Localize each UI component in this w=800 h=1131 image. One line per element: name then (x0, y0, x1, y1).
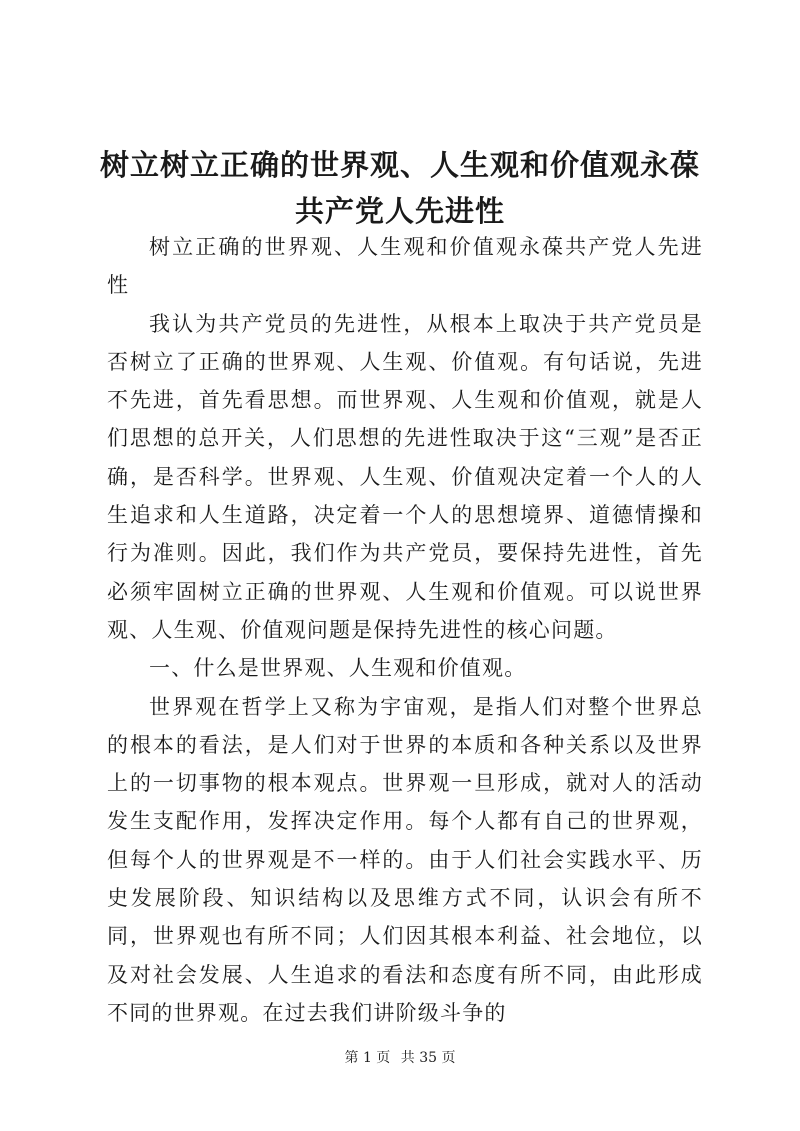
page-total: 共 35 页 (400, 1050, 456, 1066)
title-line-1: 树立树立正确的世界观、人生观和价值观永葆 (100, 148, 701, 182)
page-footer (0, 1048, 800, 1068)
document-title (100, 142, 700, 234)
page-number: 第 1 页 (344, 1050, 391, 1066)
section-heading: 一、什么是世界观、人生观和价值观。 (149, 656, 527, 681)
paragraph-intro: 我认为共产党员的先进性，从根本上取决于共产党员是否树立了正确的世界观、人生观、价值观。有句话说，先进不先进，首先看思想。而世界观、人生观和价值观，就是人们思想的总开关，人们思想的先进性取决于这“三观”是否正确，是否科学。世界观、人生观、价值观决定着一个人的人生追求和人生道路，决定着一个人的思想境界、道德情操和行为准则。因此，我们作为共产党员，要保持先进性，首先必须牢固树立正确的世界观、人生观和价值观。可以说世界观、人生观、价值观问题是保持先进性的核心问题。 (107, 311, 703, 642)
title-line-2: 共产党人先进性 (294, 194, 505, 228)
paragraph-worldview: 世界观在哲学上又称为宇宙观，是指人们对整个世界总的根本的看法，是人们对于世界的本质和各种关系以及世界上的一切事物的根本观点。世界观一旦形成，就对人的活动发生支配作用，发挥决定作用。每个人都有自己的世界观，但每个人的世界观是不一样的。由于人们社会实践水平、历史发展阶段、知识结构以及思维方式不同，认识会有所不同，世界观也有所不同；人们因其根本利益、社会地位，以及对社会发展、人生追求的看法和态度有所不同，由此形成不同的世界观。在过去我们讲阶级斗争的 (107, 694, 703, 1025)
document-body (107, 228, 703, 1032)
paragraph-subtitle: 树立正确的世界观、人生观和价值观永葆共产党人先进性 (107, 235, 703, 298)
